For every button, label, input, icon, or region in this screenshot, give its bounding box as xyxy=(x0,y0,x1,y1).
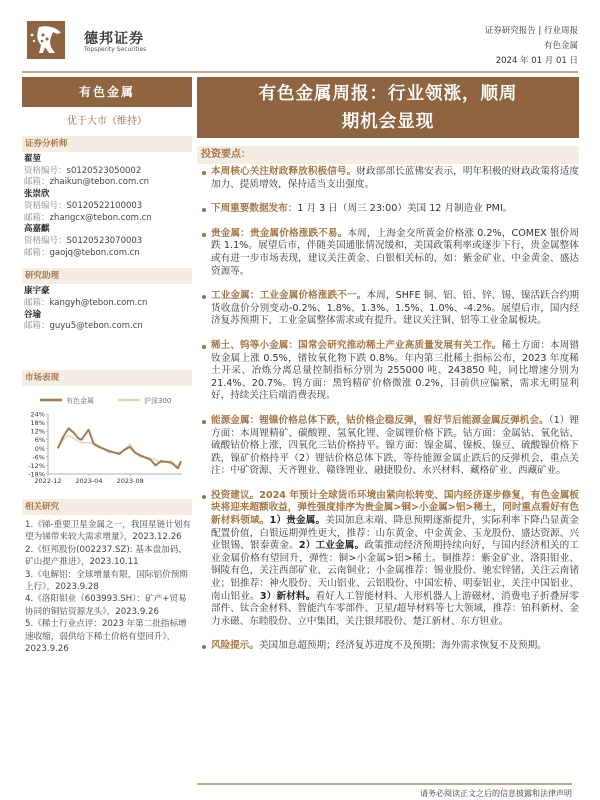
report-title: 有色金属周报：行业领涨，顺周 期机会显现 xyxy=(197,77,579,138)
y-tick-label: 12% xyxy=(30,427,45,436)
brand-name-en: Topsperity Securities xyxy=(84,46,147,53)
y-tick-label: 24% xyxy=(30,410,45,419)
bullet-text: 3）新材料。 xyxy=(259,590,316,602)
bullet-item xyxy=(197,490,579,629)
disclaimer: 请务必阅读正文之后的信息披露和法律声明 xyxy=(420,789,572,798)
bullet-icon xyxy=(202,420,206,424)
header-divider xyxy=(22,71,578,73)
market-title: 市场表现 xyxy=(22,370,192,386)
bullet-text: （1）锂方面：本周锂精矿、碳酸锂、氢氧化锂、金属锂价格下跌。钴方面：金属钴、氧化钴、硫酸钴价格上涨，四氧化三钴价格持平。镍方面：镍金属、镍板、镍豆、硫酸镍价格下跌，镍矿价格持平（2）锂钴价格总体下跌，等待能源金属止跌后的反弹机会，重点关注：中矿资源、天齐锂业、赣锋锂业、融捷股份、永兴材料、藏格矿业、西藏矿业。 xyxy=(211,414,580,477)
report-type: 证券研究报告 | 行业周报 xyxy=(484,26,578,36)
analyst-email xyxy=(24,213,192,225)
related-item: 3.《电解铝：全球增量有限，国际铝价预期上行》，2023.9.28 xyxy=(25,569,188,593)
cert-number: S0120523070003 xyxy=(66,235,143,246)
x-tick-label: 2022-12 xyxy=(34,477,62,485)
rating: 优于大市（维持） xyxy=(67,116,147,127)
market-performance-chart xyxy=(22,392,192,492)
bullet-text: 美国加息末端、降息预期逐渐提升，实际利率下降凸显黄金配置价值，白银远期弹性更大，推荐：山东黄金、中金黄金、玉龙股份、盛达资源、兴业银锡、银泰黄金。 xyxy=(211,515,580,552)
y-tick-label: 18% xyxy=(30,419,45,428)
y-tick-label: 0% xyxy=(34,444,45,453)
analyst-cert xyxy=(24,236,192,248)
email: kangyh@tebon.com.cn xyxy=(49,298,148,309)
bullet-icon xyxy=(202,233,206,237)
analyst-cert xyxy=(24,166,192,178)
email: zhangcx@tebon.com.cn xyxy=(49,212,152,223)
bullet-heading: 投资建议。2024 年预计全球货币环境由紧向松转变、国内经济逐步修复，有色金属板块将迎来超额收益，弹性强度排序为贵金属>铜>小金属>铝>稀土，同时重点看好有色新材料领域。 xyxy=(211,489,579,527)
cert-number: s0120523050002 xyxy=(66,165,142,176)
legend-label: 有色金属 xyxy=(66,397,94,405)
report-meta xyxy=(485,24,578,69)
bullet-text: 政策推动经济预期持续向好，与国内经济相关的工业金属价格有望回升，弹性：铜>小金属>铝>稀土。铜推荐：紫金矿业、洛阳钼业、铜陵有色，关注西部矿业、云南铜业；小金属推荐：锡业股份、驰宏锌锗，关注云南锗业；铝推荐：神火股份、天山铝业、云铝股份、中国宏桥、明泰铝业，关注中国铝业、南山铝业。 xyxy=(211,540,580,602)
cert-number: S0120522100003 xyxy=(66,200,143,211)
related-item: 1.《锑-重要卫星金属之一，我国星链计划有望为锑带来较大需求增量》，2023.12.26 xyxy=(25,520,191,543)
sector-label: 有色金属 xyxy=(22,77,192,107)
company-logo xyxy=(27,21,65,59)
analyst-email xyxy=(24,177,192,189)
y-tick-label: 6% xyxy=(34,436,45,445)
brand-name: 德邦证券 xyxy=(84,31,144,47)
x-tick-label: 2023-04 xyxy=(75,477,103,485)
analyst-email xyxy=(24,248,192,260)
bullet-item xyxy=(197,228,579,278)
related-item: 5.《稀土行业点评：2023 年第二批指标增速收缩，弱供给下稀土价格有望回升》，2023.9.26 xyxy=(25,619,187,655)
bullet-text: 财政部部长蓝佛安表示，明年积极的财政政策将适度加力、提质增效，保持适当支出强度。 xyxy=(211,166,580,190)
report-date: 2024 年 01 月 01 日 xyxy=(495,56,578,66)
assistant-email xyxy=(24,298,192,310)
bullet-text: 美国加息超预期；经济复苏进度不及预期；海外需求恢复不及预期。 xyxy=(258,640,547,652)
bullet-text: 本周，SHFE 铜、铝、铅、锌、锡、镍活跃合约期货收盘价分别变动-0.2%、1.8%、1.3%、1.5%、1.0%、-4.2%。展望后市，国内经济复苏预期下，工业金属整体需求或有提升。建议关注铜、铝等工业金属板块。 xyxy=(211,290,580,327)
assistant-name: 康宇豪 xyxy=(24,286,50,297)
bullet-item xyxy=(197,203,579,216)
bullet-icon xyxy=(202,495,206,499)
assistants-title: 研究助理 xyxy=(22,268,192,284)
bullet-icon xyxy=(202,645,206,649)
email-label: 邮箱： xyxy=(24,321,50,332)
email-label: 邮箱： xyxy=(24,177,50,188)
assistant-email xyxy=(24,321,192,333)
cert-label: 资格编号： xyxy=(24,165,67,176)
email-label: 邮箱： xyxy=(24,298,50,309)
bullet-heading: 下周重要数据发布： xyxy=(211,203,298,215)
analyst-cert xyxy=(24,201,192,213)
series-line-nonferrous xyxy=(58,428,181,468)
y-tick-label: -12% xyxy=(28,461,45,470)
footer-divider xyxy=(197,783,572,785)
bullet-text: 1）贵金属。 xyxy=(269,515,326,527)
cheetah-logo-icon xyxy=(27,21,65,59)
analyst-name: 高嘉麒 xyxy=(24,224,50,235)
bullet-text: 2）工业金属。 xyxy=(298,540,365,552)
bullet-heading: 风险提示。 xyxy=(211,640,259,652)
bullet-item xyxy=(197,340,579,403)
bullet-heading: 本周核心关注财政释放积极信号。 xyxy=(211,166,357,177)
related-title: 相关研究 xyxy=(22,499,192,515)
bullet-icon xyxy=(202,345,206,349)
bullet-icon xyxy=(202,208,206,212)
analysts-list xyxy=(22,152,192,259)
assistants-list xyxy=(22,284,192,333)
bullet-icon xyxy=(202,295,206,299)
y-tick-label: -18% xyxy=(28,470,45,479)
bullet-text: 本周，上海金交所黄金价格涨 0.2%，COMEX 银价周跌 1.1%。展望后市，伴随美国通胀情况缓和，美国政策利率或逐步下行，贵金属整体或有进一步市场表现，建议关注黄金、白银相关标的，如：紫金矿业、中金黄金、盛达资源等。 xyxy=(211,227,580,277)
legend-label: 沪深300 xyxy=(144,397,172,405)
bullet-heading: 贵金属：贵金属价格涨跌不易。 xyxy=(211,227,348,239)
email: zhaikun@tebon.com.cn xyxy=(49,177,150,188)
email: guyu5@tebon.com.cn xyxy=(49,321,143,332)
assistant-name: 谷瑜 xyxy=(24,309,42,320)
analyst-name: 翟堃 xyxy=(24,154,42,164)
bullet-heading: 能源金属：锂镍价格总体下跌，钴价格企稳反弹，看好节后能源金属反弹机会。 xyxy=(211,414,549,426)
bullet-heading: 工业金属：工业金属价格涨跌不一。 xyxy=(211,290,367,302)
cert-label: 资格编号： xyxy=(24,235,67,246)
related-section xyxy=(22,499,192,655)
key-points xyxy=(197,166,579,665)
cert-label: 资格编号： xyxy=(24,200,67,211)
bullet-heading: 稀土、钨等小金属：国常会研究推动稀土产业高质量发展有关工作。 xyxy=(211,339,502,351)
bullet-item xyxy=(197,166,579,191)
related-list xyxy=(22,519,192,655)
email-label: 邮箱： xyxy=(24,212,50,223)
key-points-title: 投资要点： xyxy=(197,146,579,164)
related-item: 4.《洛阳钼业（603993.SH）：矿产+贸易协同的铜钴资源龙头》，2023.9.26 xyxy=(25,594,187,617)
analysts-title: 证券分析师 xyxy=(22,136,192,152)
analysts-section xyxy=(22,136,192,333)
bullet-text: 1 月 3 日（周三 23:00）美国 12 月制造业 PMI。 xyxy=(297,203,513,215)
bullet-text: 看好人工智能材料、人形机器人上游磁材、消费电子折叠屏零部件、钛合金材料、智能汽车零部件、卫星/超导材料等七大领域，推荐：铂科新材、金力永磁、东睦股份、立中集团，关注银邦股份、楚江新材、东方钽业。 xyxy=(211,590,580,627)
y-tick-label: -6% xyxy=(32,453,45,462)
email: gaojq@tebon.com.cn xyxy=(49,247,140,258)
related-item: 2.《恒邦股份(002237.SZ): 基本盘加码，矿山提产推进》，2023.10.11 xyxy=(25,544,187,568)
bullet-item xyxy=(197,640,579,653)
bullet-text: 稀土方面：本周镨钕金属上涨 0.5%，镨钕氧化物下跌 0.8%。年内第三批稀土指标公布，2023 年度稀土开采、冶炼分离总量控制指标分别为 255000 吨、243850 吨，同比增速分别为 21.4%、20.7%。钨方面：黑钨精矿价格微涨 0.2%，目前供应偏紧，需求无明显利好，持续关注后端消费表现。 xyxy=(211,339,580,402)
email-label: 邮箱： xyxy=(24,247,50,258)
analyst-name: 张崇欣 xyxy=(24,189,50,200)
bullet-item xyxy=(197,415,579,478)
x-tick-label: 2023-08 xyxy=(116,477,144,485)
report-sector: 有色金属 xyxy=(543,41,578,51)
bullet-icon xyxy=(202,171,206,175)
bullet-item xyxy=(197,290,579,328)
